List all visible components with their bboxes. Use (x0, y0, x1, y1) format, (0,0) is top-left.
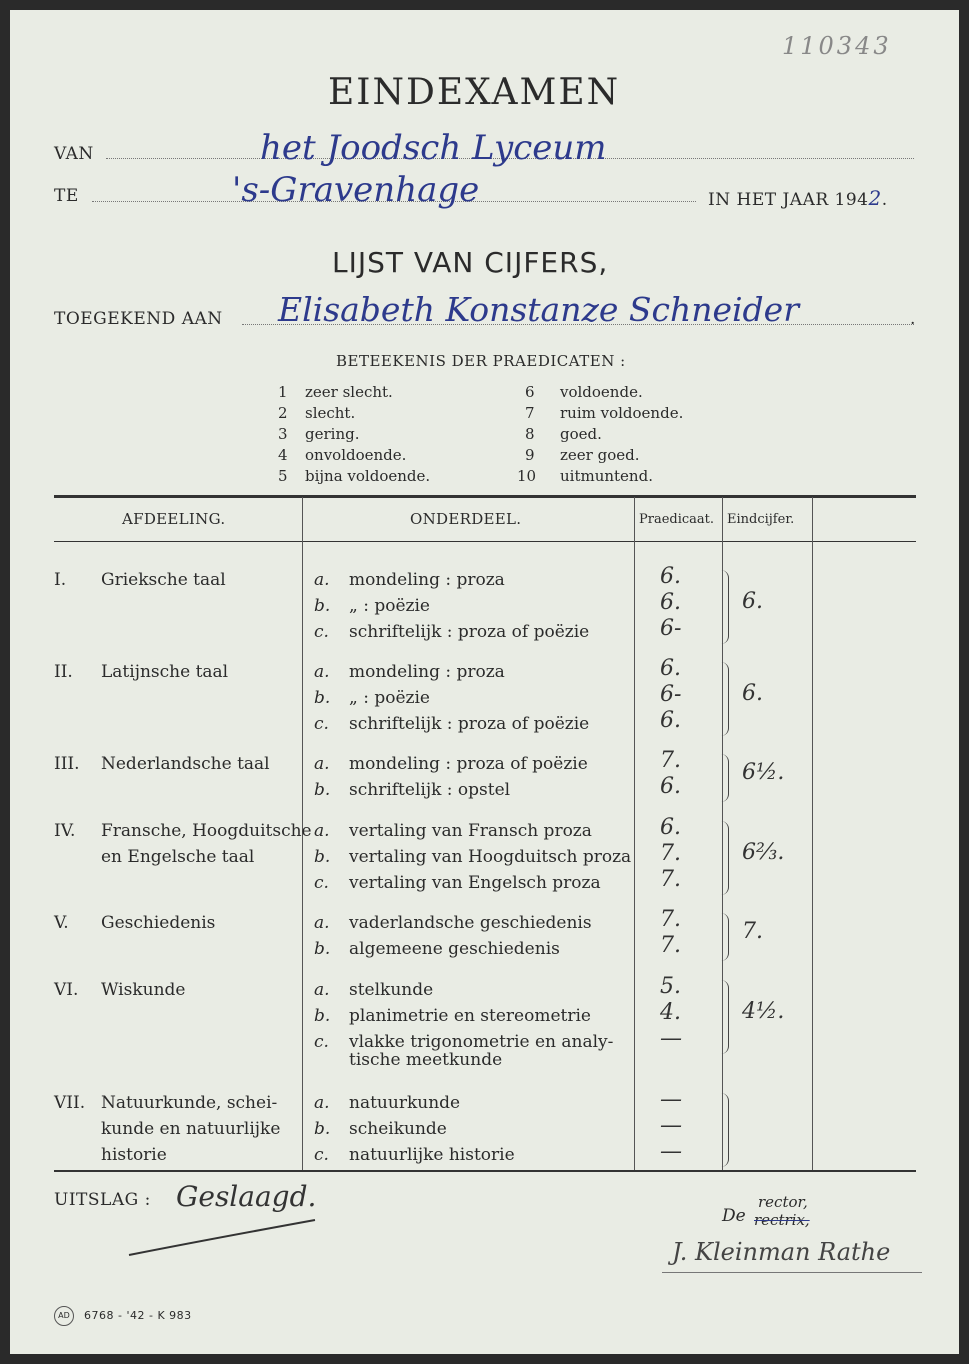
item-praedicaat: — (660, 1139, 682, 1164)
grade-bracket (720, 980, 729, 1054)
item-letter: a. (314, 1093, 330, 1113)
header-praedicaat: Praedicaat. (639, 512, 715, 527)
item-text: natuurkunde (349, 1093, 461, 1113)
legend-text: zeer goed. (560, 446, 640, 464)
te-label: TE (54, 186, 79, 206)
section-eindcijfer: 6. (742, 589, 763, 614)
item-text: algemeene geschiedenis (349, 939, 560, 959)
section-number: IV. (54, 821, 76, 841)
item-text: vaderlandsche geschiedenis (349, 913, 592, 933)
section-name: Fransche, Hoogduitsche (101, 821, 312, 841)
legend-number: 5 (278, 467, 288, 485)
te-value: 's-Gravenhage (232, 170, 480, 210)
toegekend-label: TOEGEKEND AAN (54, 309, 223, 329)
signature: J. Kleinman Rathe (672, 1238, 891, 1266)
item-letter: b. (314, 1006, 331, 1026)
item-praedicaat: 4. (660, 1000, 681, 1025)
section-eindcijfer: 7. (742, 919, 763, 944)
col-divider-2 (634, 497, 635, 1170)
item-text: schriftelijk : proza of poëzie (349, 622, 590, 642)
uitslag-value: Geslaagd. (176, 1180, 317, 1213)
item-praedicaat: 5. (660, 974, 681, 999)
van-label: VAN (54, 144, 94, 164)
legend-number: 4 (278, 446, 288, 464)
item-text: mondeling : proza (349, 662, 505, 682)
legend-text: zeer slecht. (305, 383, 393, 401)
van-value: het Joodsch Lyceum (260, 128, 607, 168)
item-letter: b. (314, 1119, 331, 1139)
jaar-label: IN HET JAAR 194 (708, 190, 869, 210)
legend-number: 9 (525, 446, 535, 464)
item-praedicaat: 6. (660, 656, 681, 681)
table-top-rule (54, 495, 916, 498)
item-text: mondeling : proza of poëzie (349, 754, 588, 774)
legend-text: bijna voldoende. (305, 467, 431, 485)
item-letter: c. (314, 873, 329, 893)
item-letter: a. (314, 754, 330, 774)
section-number: VI. (54, 980, 79, 1000)
uitslag-label: UITSLAG : (54, 1190, 151, 1210)
item-letter: a. (314, 662, 330, 682)
subtitle: LIJST VAN CIJFERS, (332, 246, 609, 279)
item-text: vertaling van Engelsch proza (349, 873, 601, 893)
col-divider-4 (812, 497, 813, 1170)
signature-line (662, 1272, 922, 1273)
rectrix-struck: rectrix, (754, 1211, 810, 1229)
item-text: tische meetkunde (349, 1050, 503, 1070)
item-praedicaat: — (660, 1087, 682, 1112)
item-text: vertaling van Fransch proza (349, 821, 592, 841)
item-praedicaat: 7. (660, 933, 681, 958)
item-praedicaat: 7. (660, 841, 681, 866)
item-text: stelkunde (349, 980, 434, 1000)
item-praedicaat: 7. (660, 867, 681, 892)
item-letter: a. (314, 913, 330, 933)
item-praedicaat: 6. (660, 815, 681, 840)
legend-number: 7 (525, 404, 535, 422)
section-number: II. (54, 662, 73, 682)
jaar-digit: 2 (868, 186, 882, 210)
item-text: scheikunde (349, 1119, 447, 1139)
document-title: EINDEXAMEN (328, 72, 621, 113)
grade-bracket (720, 662, 729, 736)
section-name: en Engelsche taal (101, 847, 255, 867)
item-letter: b. (314, 596, 331, 616)
item-text: vertaling van Hoogduitsch proza (349, 847, 632, 867)
header-afdeeling: AFDEELING. (122, 510, 226, 528)
legend-text: voldoende. (560, 383, 643, 401)
item-text: planimetrie en stereometrie (349, 1006, 591, 1026)
item-praedicaat: 6. (660, 564, 681, 589)
legend-number: 6 (525, 383, 535, 401)
de-label: De (722, 1206, 746, 1226)
item-praedicaat: 6. (660, 774, 681, 799)
jaar-line (708, 186, 888, 210)
section-name: Natuurkunde, schei- (101, 1093, 278, 1113)
printer-logo: AD (54, 1306, 74, 1326)
legend-text: gering. (305, 425, 360, 443)
item-text: natuurlijke historie (349, 1145, 515, 1165)
item-letter: b. (314, 847, 331, 867)
grade-bracket (720, 913, 729, 961)
item-letter: a. (314, 821, 330, 841)
item-praedicaat: 6. (660, 708, 681, 733)
section-name: Latijnsche taal (101, 662, 229, 682)
item-praedicaat: — (660, 1113, 682, 1138)
legend-number: 10 (517, 467, 537, 485)
legend-text: ruim voldoende. (560, 404, 684, 422)
item-letter: b. (314, 939, 331, 959)
item-letter: c. (314, 1145, 329, 1165)
legend-text: goed. (560, 425, 602, 443)
jaar-dot: . (881, 190, 888, 210)
legend-text: slecht. (305, 404, 356, 422)
toegekend-value: Elisabeth Konstanze Schneider (278, 290, 799, 329)
item-text: „ : poëzie (349, 688, 430, 708)
item-letter: c. (314, 714, 329, 734)
legend-number: 3 (278, 425, 288, 443)
legend-text: uitmuntend. (560, 467, 653, 485)
item-letter: c. (314, 1032, 329, 1052)
section-name: Nederlandsche taal (101, 754, 270, 774)
section-name: Wiskunde (101, 980, 186, 1000)
item-letter: b. (314, 780, 331, 800)
legend-number: 8 (525, 425, 535, 443)
item-letter: a. (314, 570, 330, 590)
legend-number: 2 (278, 404, 288, 422)
section-name: historie (101, 1145, 167, 1165)
footer-code: 6768 - '42 - K 983 (84, 1309, 192, 1322)
item-letter: c. (314, 622, 329, 642)
uitslag-underline (125, 1200, 325, 1260)
grade-bracket (720, 754, 729, 802)
archive-number: 110343 (782, 32, 892, 60)
section-name: kunde en natuurlijke (101, 1119, 281, 1139)
grade-bracket (720, 821, 729, 895)
item-praedicaat: 7. (660, 907, 681, 932)
header-onderdeel: ONDERDEEL. (410, 510, 522, 528)
item-text: schriftelijk : proza of poëzie (349, 714, 590, 734)
item-praedicaat: 7. (660, 748, 681, 773)
legend-title: BETEEKENIS DER PRAEDICATEN : (336, 352, 626, 370)
header-eindcijfer: Eindcijfer. (727, 512, 795, 527)
item-text: „ : poëzie (349, 596, 430, 616)
item-praedicaat: 6- (660, 616, 682, 641)
section-eindcijfer: 6⅔. (742, 840, 785, 865)
item-text: vlakke trigonometrie en analy- (349, 1032, 614, 1052)
item-praedicaat: 6. (660, 590, 681, 615)
item-praedicaat: 6- (660, 682, 682, 707)
item-text: schriftelijk : opstel (349, 780, 511, 800)
item-praedicaat: — (660, 1026, 682, 1051)
section-eindcijfer: 6. (742, 681, 763, 706)
item-text: mondeling : proza (349, 570, 505, 590)
section-number: VII. (54, 1093, 86, 1113)
table-bottom-rule (54, 1170, 916, 1172)
section-eindcijfer: 4½. (742, 999, 785, 1024)
section-name: Grieksche taal (101, 570, 226, 590)
legend-number: 1 (278, 383, 288, 401)
section-number: I. (54, 570, 67, 590)
section-number: III. (54, 754, 80, 774)
item-letter: b. (314, 688, 331, 708)
section-name: Geschiedenis (101, 913, 216, 933)
grade-bracket (720, 1093, 729, 1167)
exam-document: 110343 EINDEXAMEN VAN het Joodsch Lyceum TE 's-Gravenhage IN HET JAAR 1942. LIJST VAN CIJFERS, TOEGEKEND AAN Elisabeth Konstanze Schneider . BETEEKENIS DER PRAEDICATEN : 1 zeer slecht. 2 slecht. 3 gering. 4 onvoldoende. 5 bijna voldoende. 6 voldoende. 7 ruim voldoende. 8 goed. 9 zeer goed. 10 uitmuntend. AFDEELING. ONDERDEEL. Praedicaat. Eindcijfer. I. Grieksche taal a. mondeling : proza 6. b. „ : poëzie 6. c. schriftelijk : proza of poëzie 6- 6. II. Latijnsche taal a. mondeling : proza 6. b. „ : poëzie 6- c. schriftelijk : proza of poëzie 6. 6. III. Nederlandsche taal a. mondeling : proza of poëzie 7. b. schriftelijk : opstel 6. 6½. IV. Fransche, Hoogduitsche en Engelsche taal a. vertaling van Fransch proza 6. b. vertaling van Hoogduitsch proza 7. c. vertaling van Engelsch proza 7. 6⅔. V. Geschiedenis a. vaderlandsche geschiedenis 7. b. algemeene geschiedenis 7. 7. VI. Wiskunde a. stelkunde 5. b. planimetrie en stereometrie 4. c. vlakke trigonometrie en analy- — tische meetkunde 4½. VII. Natuurkunde, schei- kunde en natuurlijke historie a. natuurkunde — b. scheikunde — c. natuurlijke historie — UITSLAG : Geslaagd. De rector, rectrix, J. Kleinman Rathe AD 6768 - '42 - K 983 (10, 10, 959, 1354)
legend-text: onvoldoende. (305, 446, 407, 464)
section-eindcijfer: 6½. (742, 760, 785, 785)
header-rule (54, 541, 916, 542)
grade-bracket (720, 570, 729, 644)
rector-label: rector, (758, 1193, 808, 1211)
section-number: V. (54, 913, 69, 933)
item-letter: a. (314, 980, 330, 1000)
